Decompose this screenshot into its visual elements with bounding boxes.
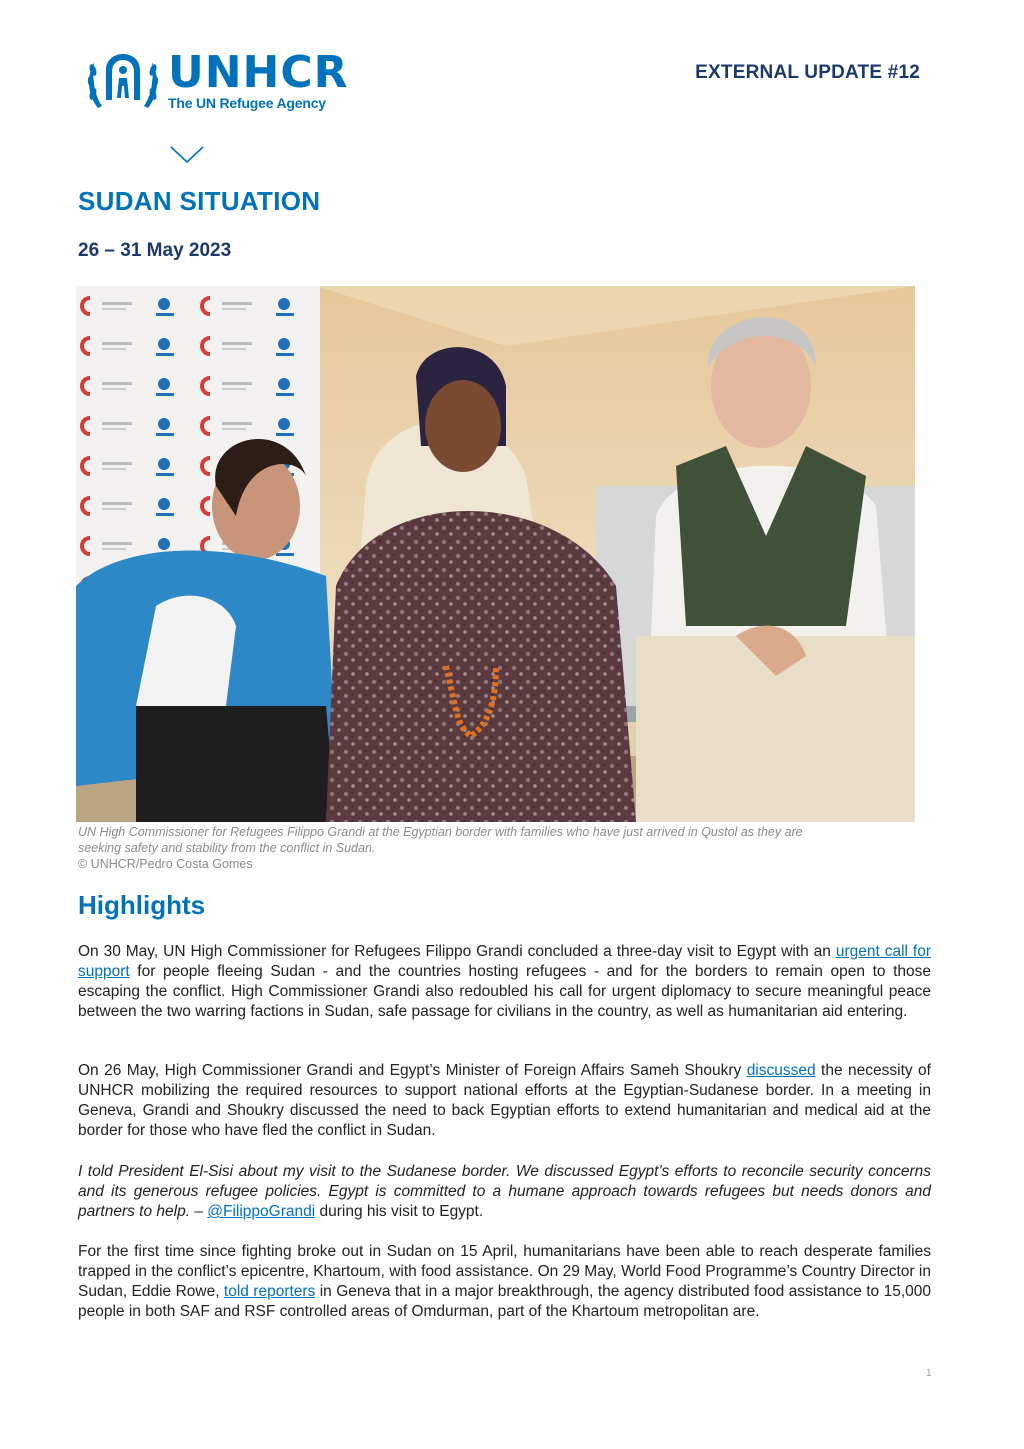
cover-photo [76, 286, 915, 822]
paragraph-text: On 26 May, High Commissioner Grandi and Egypt’s Minister of Foreign Affairs Sameh Shoukry [78, 1062, 747, 1079]
report-date: 26 – 31 May 2023 [78, 240, 232, 261]
paragraph-text: for people fleeing Sudan - and the countries hosting refugees - and for the borders to remain open to those escaping the conflict. High Commissioner Grandi also redoubled his call for urgent diplomacy to secure meaningful peace between the two warring factions in Sudan, safe passage for civilians in the country, as well as humanitarian aid entering. [78, 963, 931, 1020]
photo-caption [78, 824, 918, 872]
paragraph-text: during his visit to Egypt. [315, 1203, 484, 1220]
urgent-call-link[interactable]: urgent call for support [78, 943, 931, 980]
page-number: 1 [926, 1368, 932, 1379]
photo-credit: © UNHCR/Pedro Costa Gomes [78, 857, 253, 871]
page-title: SUDAN SITUATION [78, 186, 321, 216]
brand-tagline: The UN Refugee Agency [168, 95, 326, 111]
filippograndi-link[interactable]: @FilippoGrandi [207, 1203, 316, 1220]
paragraph-text: in Geneva that in a major breakthrough, the agency distributed food assistance to 15,000 people in both SAF and RSF controlled areas of Omdurman, part of the Khartoum metropolitan are. [78, 1283, 931, 1320]
told-reporters-link[interactable]: told reporters [223, 1283, 316, 1300]
highlight-paragraph [78, 942, 931, 1022]
quote-text: I told President El-Sisi about my visit to the Sudanese border. We discussed Egypt’s efforts to reconcile security concerns and its generous refugee policies. Egypt is committed to a humane approach towards refugees but needs donors and partners to help. – [78, 1163, 931, 1220]
highlight-paragraph [78, 1061, 931, 1141]
caption-text: UN High Commissioner for Refugees Filippo Grandi at the Egyptian border with families who have just arrived in Qustol as they are [78, 825, 803, 839]
discussed-link[interactable]: discussed [746, 1062, 816, 1079]
highlight-quote [78, 1162, 931, 1222]
unhcr-logo [84, 48, 349, 114]
brand-name: UNHCR [168, 47, 349, 98]
paragraph-text: the necessity of UNHCR mobilizing the required resources to support national efforts at the Egyptian-Sudanese border. In a meeting in Geneva, Grandi and Shoukry discussed the need to back Egyptian efforts to extend humanitarian and medical aid at the border for those who have fled the conflict in Sudan. [78, 1062, 931, 1139]
update-label: EXTERNAL UPDATE #12 [695, 62, 920, 83]
caption-text-continued: seeking safety and stability from the conflict in Sudan. [78, 841, 376, 855]
paragraph-text: On 30 May, UN High Commissioner for Refugees Filippo Grandi concluded a three-day visit to Egypt with an [78, 943, 836, 960]
paragraph-text: For the first time since fighting broke out in Sudan on 15 April, humanitarians have been able to reach desperate families trapped in the conflict’s epicentre, Khartoum, with food assistance. On 29 May, World Food Programme’s Country Director in Sudan, Eddie Rowe, [78, 1243, 931, 1300]
section-heading: Highlights [78, 890, 206, 920]
unhcr-emblem-icon [84, 48, 162, 114]
highlight-paragraph [78, 1242, 931, 1322]
cover-photo-illustration [76, 286, 915, 822]
chevron-down-icon [170, 146, 204, 164]
